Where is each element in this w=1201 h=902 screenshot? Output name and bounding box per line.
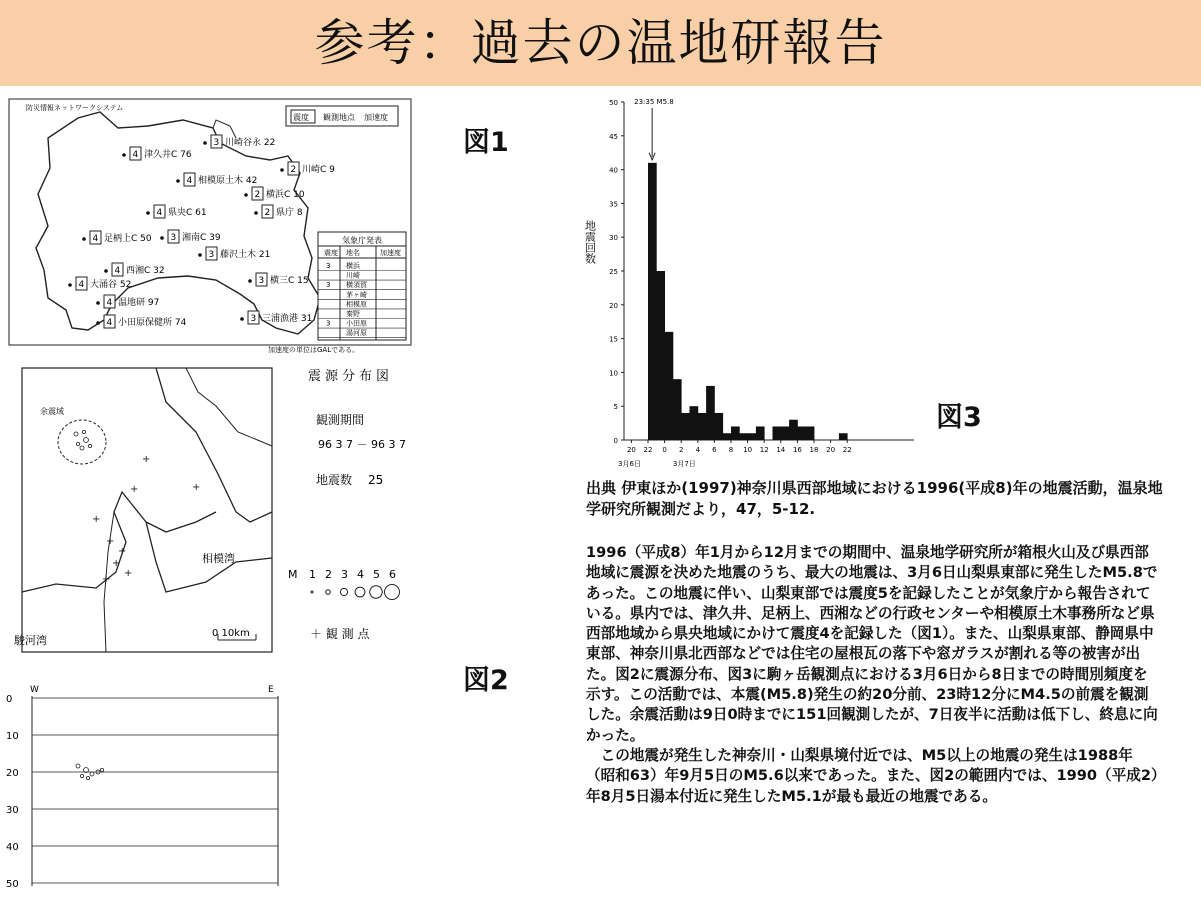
svg-text:+: +	[124, 568, 133, 579]
fig2-mag-circle	[355, 587, 365, 597]
fig3-bar	[756, 426, 765, 440]
fig1-jma-intensity: 3	[326, 281, 331, 290]
svg-text:+: +	[118, 546, 127, 557]
fig1-station-intensity: 2	[254, 190, 261, 200]
fig3-date-label: 3月6日	[618, 460, 641, 468]
fig2-magnitude-legend	[288, 568, 400, 600]
fig2-mag-value: 2	[325, 568, 332, 581]
fig3-xtick-label: 4	[695, 446, 701, 454]
fig2-count: 25	[368, 473, 384, 487]
fig1-jma-place: 横須賀	[346, 281, 367, 290]
fig1-station-intensity: 3	[170, 233, 177, 243]
fig1-station	[96, 295, 159, 308]
fig1-jma-place: 小田原	[346, 319, 367, 328]
svg-text:震度: 震度	[293, 113, 309, 122]
fig1-station-intensity: 4	[156, 208, 163, 218]
fig3-histogram	[584, 92, 924, 472]
fig1-station-name: 足柄上C 50	[104, 234, 152, 244]
fig1-station-name: 横三C 15	[270, 276, 309, 286]
svg-text:加速度: 加速度	[364, 113, 388, 122]
fig1-intensity-map	[8, 98, 412, 356]
svg-text:観測地点: 観測地点	[323, 113, 355, 122]
page-title: 参考：過去の温地研報告	[314, 14, 887, 72]
fig3-bar	[806, 426, 815, 440]
fig3-xtick-label: 8	[728, 446, 734, 454]
svg-text:+: +	[130, 484, 139, 495]
fig1-station-name: 藤沢土木 21	[220, 250, 271, 260]
fig1-station-name: 小田原保健所 74	[118, 318, 187, 328]
fig2-cross-section	[2, 680, 292, 892]
fig1-jma-place: 湯河原	[346, 329, 367, 338]
fig3-annotation: 23:35 M5.8	[634, 98, 674, 106]
fig2-mag-circle	[370, 586, 382, 598]
fig1-jma-place: 横浜	[346, 262, 360, 270]
svg-text:+: +	[102, 574, 111, 585]
fig1-station-intensity: 3	[213, 138, 220, 148]
fig1-jma-place: 相模原	[346, 300, 367, 309]
fig3-xtick-label: 6	[712, 446, 717, 454]
fig3-xtick-label: 20	[626, 446, 636, 454]
svg-text:E: E	[268, 685, 274, 695]
svg-text:+: +	[112, 558, 121, 569]
fig1-station-name: 西湘C 32	[126, 266, 165, 276]
fig1-station	[82, 231, 152, 244]
fig3-xtick-label: 0	[662, 446, 667, 454]
fig1-station	[203, 135, 275, 148]
fig1-station-intensity: 2	[264, 208, 271, 218]
svg-text:+: +	[192, 482, 201, 493]
title-banner	[0, 0, 1201, 86]
fig1-station	[280, 162, 335, 175]
fig1-station-name: 横浜C 10	[266, 190, 305, 200]
fig1-station-intensity: 3	[250, 314, 257, 324]
fig3-date-label: 3月7日	[672, 460, 696, 468]
fig1-station-name: 川崎C 9	[302, 165, 335, 175]
fig1-station-name: 川崎谷永 22	[225, 138, 276, 148]
fig3-ylabel-1: 地震回数	[584, 220, 597, 264]
fig1-station	[198, 247, 270, 260]
fig1-station	[176, 173, 257, 186]
fig2-depth-label: 0	[6, 694, 13, 705]
fig3-bar	[714, 413, 723, 440]
fig2-depth-label: 40	[6, 842, 19, 853]
svg-text:M: M	[288, 568, 298, 581]
fig3-bar	[706, 386, 715, 440]
fig2-mag-circle	[311, 591, 313, 593]
fig3-ytick-label: 10	[609, 369, 618, 378]
fig3-bar	[748, 433, 757, 440]
fig3-xtick-label: 20	[826, 446, 836, 454]
fig3-xtick-label: 16	[792, 446, 802, 454]
fig1-station	[248, 273, 308, 286]
svg-text:W: W	[30, 685, 39, 695]
fig3-bar	[665, 332, 674, 440]
fig1-legend	[286, 106, 398, 126]
fig3-ytick-label: 0	[613, 437, 618, 445]
fig3-bar	[781, 426, 790, 440]
fig1-jma-place: 茅ヶ崎	[346, 290, 367, 299]
body-paragraph-2: この地震が発生した神奈川・山梨県境付近では、M5以上の地震の発生は1988年（昭和63）年9月5日のM5.6以来であった。また、図2の範囲内では、1990（平成2）年8月5日湯本付近に発生したM5.1が最も最近の地震である。	[586, 746, 1159, 805]
fig2-mag-value: 5	[373, 568, 380, 581]
citation: 出典 伊東ほか(1997)神奈川県西部地域における1996(平成8)年の地震活動，温泉地学研究所観測だより，47，5-12.	[586, 479, 1163, 518]
fig1-station	[68, 277, 131, 290]
fig3-ytick-label: 25	[609, 268, 618, 276]
fig3-bar	[698, 413, 707, 440]
fig3-ytick-label: 15	[609, 335, 618, 344]
fig3-bar	[797, 426, 806, 440]
fig1-station	[240, 311, 312, 324]
fig2-mag-circle	[326, 590, 331, 595]
fig1-station-name: 相模原土木 42	[198, 176, 258, 186]
fig1-station-intensity: 3	[258, 276, 265, 286]
fig1-station	[104, 263, 164, 276]
fig3-xtick-label: 12	[759, 446, 769, 454]
fig1-station-name: 温地研 97	[118, 298, 160, 308]
fig3-xtick-label: 2	[678, 446, 684, 454]
fig1-station-name: 湘南C 39	[182, 233, 221, 243]
fig1-station-name: 県庁 8	[276, 208, 303, 218]
fig3-ytick-label: 5	[613, 403, 618, 412]
fig3-bar	[723, 433, 732, 440]
svg-text:+: +	[106, 536, 115, 547]
fig1-note: 加速度の単位はGALである。	[268, 346, 360, 354]
fig3-ytick-label: 35	[609, 200, 618, 209]
fig2-depth-label: 20	[6, 768, 19, 779]
svg-text:気象庁発表: 気象庁発表	[342, 236, 382, 245]
fig3-xtick-label: 10	[743, 446, 753, 454]
fig2-mag-value: 3	[341, 568, 348, 581]
fig2-depth-label: 50	[6, 879, 19, 890]
fig1-jma-place: 川崎	[346, 271, 360, 280]
fig3-bar	[773, 426, 782, 440]
fig1-station-intensity: 4	[132, 150, 139, 160]
fig3-xtick-label: 22	[643, 446, 653, 454]
fig2-mag-value: 6	[389, 568, 396, 581]
fig1-station-name: 三浦漁港 31	[262, 314, 313, 324]
body-text	[586, 543, 1161, 807]
fig2-title: 震源分布図	[308, 369, 394, 384]
svg-text:+: +	[142, 454, 151, 465]
fig3-bar	[681, 413, 690, 440]
fig3-ytick-label: 40	[609, 166, 618, 175]
fig2-period-label: 観測期間	[316, 413, 365, 427]
fig2-depth-label: 10	[6, 731, 19, 742]
fig3-xtick-label: 14	[776, 446, 786, 454]
fig3-bar	[739, 433, 748, 440]
svg-text:加速度: 加速度	[380, 249, 401, 257]
fig2-mag-value: 4	[357, 568, 364, 581]
fig1-station-intensity: 4	[114, 266, 121, 276]
fig2-region-label: 余震域	[40, 407, 64, 416]
fig2-bay-label: 相模湾	[202, 552, 235, 565]
fig2-mag-circle	[385, 585, 400, 600]
fig3-ytick-label: 50	[609, 99, 618, 107]
fig3-ytick-label: 30	[609, 234, 618, 243]
fig2-station-legend: ＋ 観 測 点	[310, 627, 370, 641]
fig1-station-intensity: 4	[186, 176, 193, 186]
fig1-station	[122, 147, 192, 160]
fig3-bar	[656, 271, 665, 440]
fig2-depth-label: 30	[6, 805, 19, 816]
fig1-station-intensity: 4	[78, 280, 85, 290]
fig1-station-name: 大涌谷 52	[90, 280, 132, 290]
fig1-system-label: 防災情報ネットワークシステム	[26, 104, 124, 112]
fig3-label: 図3	[936, 402, 982, 433]
fig2-count-label: 地震数	[316, 473, 353, 487]
fig1-jma-intensity: 3	[326, 262, 331, 270]
fig1-station	[244, 187, 305, 200]
fig2-label: 図2	[463, 665, 509, 696]
fig3-bar	[789, 420, 798, 440]
svg-text:地名: 地名	[346, 249, 360, 257]
fig1-jma-place: 秦野	[346, 310, 360, 318]
fig3-ytick-label: 20	[609, 301, 618, 310]
fig1-station	[254, 205, 303, 218]
body-paragraph-1: 1996（平成8）年1月から12月までの期間中、温泉地学研究所が箱根火山及び県西部地域に震源を決めた地震のうち、最大の地震は、3月6日山梨県東部に発生したM5.8であった。この地震に伴い、山梨東部では震度5を記録したことが気象庁から報告されている。県内では、津久井、足柄上、西湘などの行政センターや相模原土木事務所など県西部地域から県央地域にかけて震度4を記録した（図1）。また、山梨県東部、静岡県中東部、神奈川県北西部などでは住宅の屋根瓦の落下や窓ガラスが割れる等の被害が出た。図2に震源分布、図3に駒ヶ岳観測点における3月6日から8日までの時間別頻度を示す。この活動では、本震(M5.8)発生の約20分前、23時12分にM4.5の前震を観測した。余震活動は9日0時までに151回観測したが、7日夜半に活動は低下し、終息に向かった。	[586, 544, 1158, 744]
fig3-bar	[731, 426, 740, 440]
svg-text:震度: 震度	[324, 249, 338, 257]
fig1-label: 図1	[463, 127, 509, 158]
fig1-station-intensity: 4	[106, 298, 113, 308]
svg-text:+: +	[92, 514, 101, 525]
fig3-bar	[839, 433, 848, 440]
fig1-station	[146, 205, 206, 218]
fig2-scale: 0 10km	[212, 628, 250, 639]
fig1-station-intensity: 4	[106, 318, 113, 328]
fig3-bar	[648, 163, 657, 440]
fig1-station-intensity: 3	[208, 250, 215, 260]
fig1-station	[96, 315, 186, 328]
fig3-bar	[673, 379, 682, 440]
fig2-mag-circle	[340, 588, 347, 595]
fig2-suruga-label: 駿河湾	[14, 634, 47, 647]
fig1-jma-table	[318, 232, 406, 340]
fig3-ytick-label: 45	[609, 132, 618, 141]
fig2-mag-value: 1	[309, 568, 316, 581]
fig3-xtick-label: 22	[842, 446, 852, 454]
fig1-station-intensity: 4	[92, 234, 99, 244]
fig1-station	[160, 230, 221, 243]
fig1-station-name: 県央C 61	[168, 208, 207, 218]
fig1-station-intensity: 2	[290, 165, 297, 175]
fig1-jma-intensity: 3	[326, 319, 331, 328]
fig3-bar	[690, 406, 699, 440]
fig2-epicenter-map	[6, 362, 446, 662]
fig2-period: 96 3 7 － 96 3 7	[318, 438, 406, 451]
fig3-xtick-label: 18	[809, 446, 819, 454]
fig1-station-name: 津久井C 76	[144, 150, 192, 160]
